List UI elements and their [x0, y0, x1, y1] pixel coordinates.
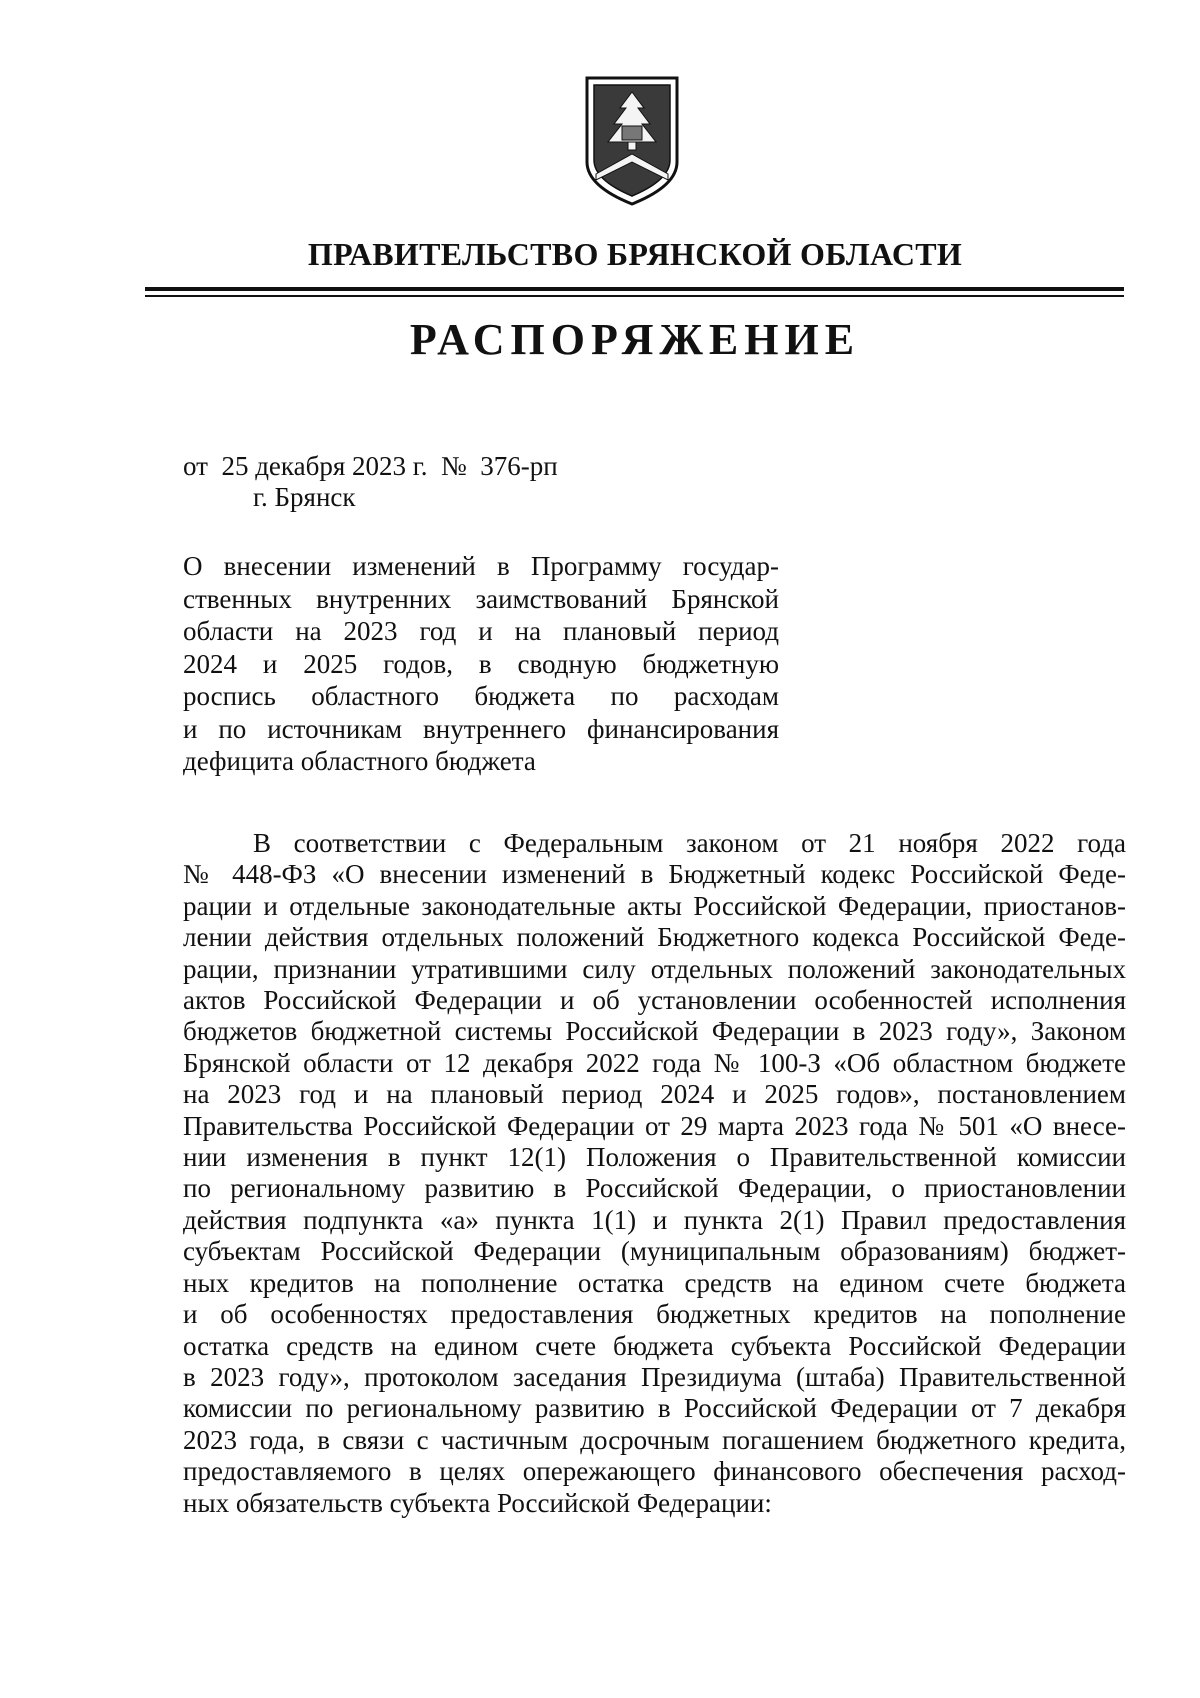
- body-line: рации, признании утратившими силу отдельных положений законодательных: [183, 953, 1126, 984]
- body-line: 2023 года, в связи с частичным досрочным погашением бюджетного кредита,: [183, 1424, 1126, 1455]
- body-line: ных обязательств субъекта Российской Федерации:: [183, 1487, 772, 1518]
- body-line: актов Российской Федерации и об установлении особенностей исполнения: [183, 985, 1126, 1016]
- subject-line: и по источникам внутреннего финансирования: [183, 713, 779, 744]
- body-line: остатка средств на едином счете бюджета субъекта Российской Федерации: [183, 1330, 1126, 1361]
- body-line: № 448-ФЗ «О внесении изменений в Бюджетный кодекс Российской Феде-: [183, 859, 1126, 890]
- subject-line: дефицита областного бюджета: [183, 746, 536, 776]
- body-line: в 2023 году», протоколом заседания Президиума (штаба) Правительственной: [183, 1361, 1126, 1392]
- document-subject: [183, 550, 779, 778]
- body-line: лении действия отдельных положений Бюджетного кодекса Российской Феде-: [183, 922, 1126, 953]
- body-line: ных кредитов на пополнение остатка средств на едином счете бюджета: [183, 1267, 1126, 1298]
- body-line: действия подпункта «а» пункта 1(1) и пункта 2(1) Правил предоставления: [183, 1204, 1126, 1235]
- body-line: В соответствии с Федеральным законом от 21 ноября 2022 года: [253, 828, 1126, 858]
- body-line: на 2023 год и на плановый период 2024 и 2025 годов», постановлением: [183, 1079, 1126, 1110]
- header-divider-thin: [145, 295, 1124, 297]
- subject-line: области на 2023 год и на плановый период: [183, 616, 779, 646]
- organization-title: ПРАВИТЕЛЬСТВО БРЯНСКОЙ ОБЛАСТИ: [307, 236, 963, 272]
- body-line: Брянской области от 12 декабря 2022 года № 100-З «Об областном бюджете: [183, 1047, 1126, 1078]
- header-divider-thick: [145, 287, 1124, 291]
- body-line: комиссии по региональному развитию в Российской Федерации от 7 декабря: [183, 1393, 1126, 1424]
- body-line: по региональному развитию в Российской Федерации, о приостановлении: [183, 1173, 1126, 1204]
- body-line: рации и отдельные законодательные акты Российской Федерации, приостанов-: [183, 890, 1126, 921]
- body-line: нии изменения в пункт 12(1) Положения о Правительственной комиссии: [183, 1142, 1126, 1173]
- body-line: и об особенностях предоставления бюджетных кредитов на пополнение: [183, 1299, 1126, 1330]
- body-line: предоставляемого в целях опережающего финансового обеспечения расход-: [183, 1456, 1126, 1487]
- subject-line: роспись областного бюджета по расходам: [183, 681, 779, 711]
- body-line: Правительства Российской Федерации от 29 марта 2023 года № 501 «О внесе-: [183, 1110, 1126, 1141]
- city-line: г. Брянск: [253, 482, 356, 512]
- subject-line: О внесении изменений в Программу государ-: [183, 551, 779, 581]
- document-body-paragraph: [183, 828, 1126, 1519]
- body-line: субъектам Российской Федерации (муниципальным образованиям) бюджет-: [183, 1236, 1126, 1267]
- subject-line: ственных внутренних заимствований Брянской: [183, 583, 779, 614]
- date-and-number: от 25 декабря 2023 г. № 376-рп: [183, 451, 558, 481]
- subject-line: 2024 и 2025 годов, в сводную бюджетную: [183, 648, 779, 679]
- document-type-title: РАСПОРЯЖЕНИЕ: [409, 315, 861, 364]
- body-line: бюджетов бюджетной системы Российской Федерации в 2023 году», Законом: [183, 1016, 1126, 1047]
- coat-of-arms-icon: [582, 74, 682, 208]
